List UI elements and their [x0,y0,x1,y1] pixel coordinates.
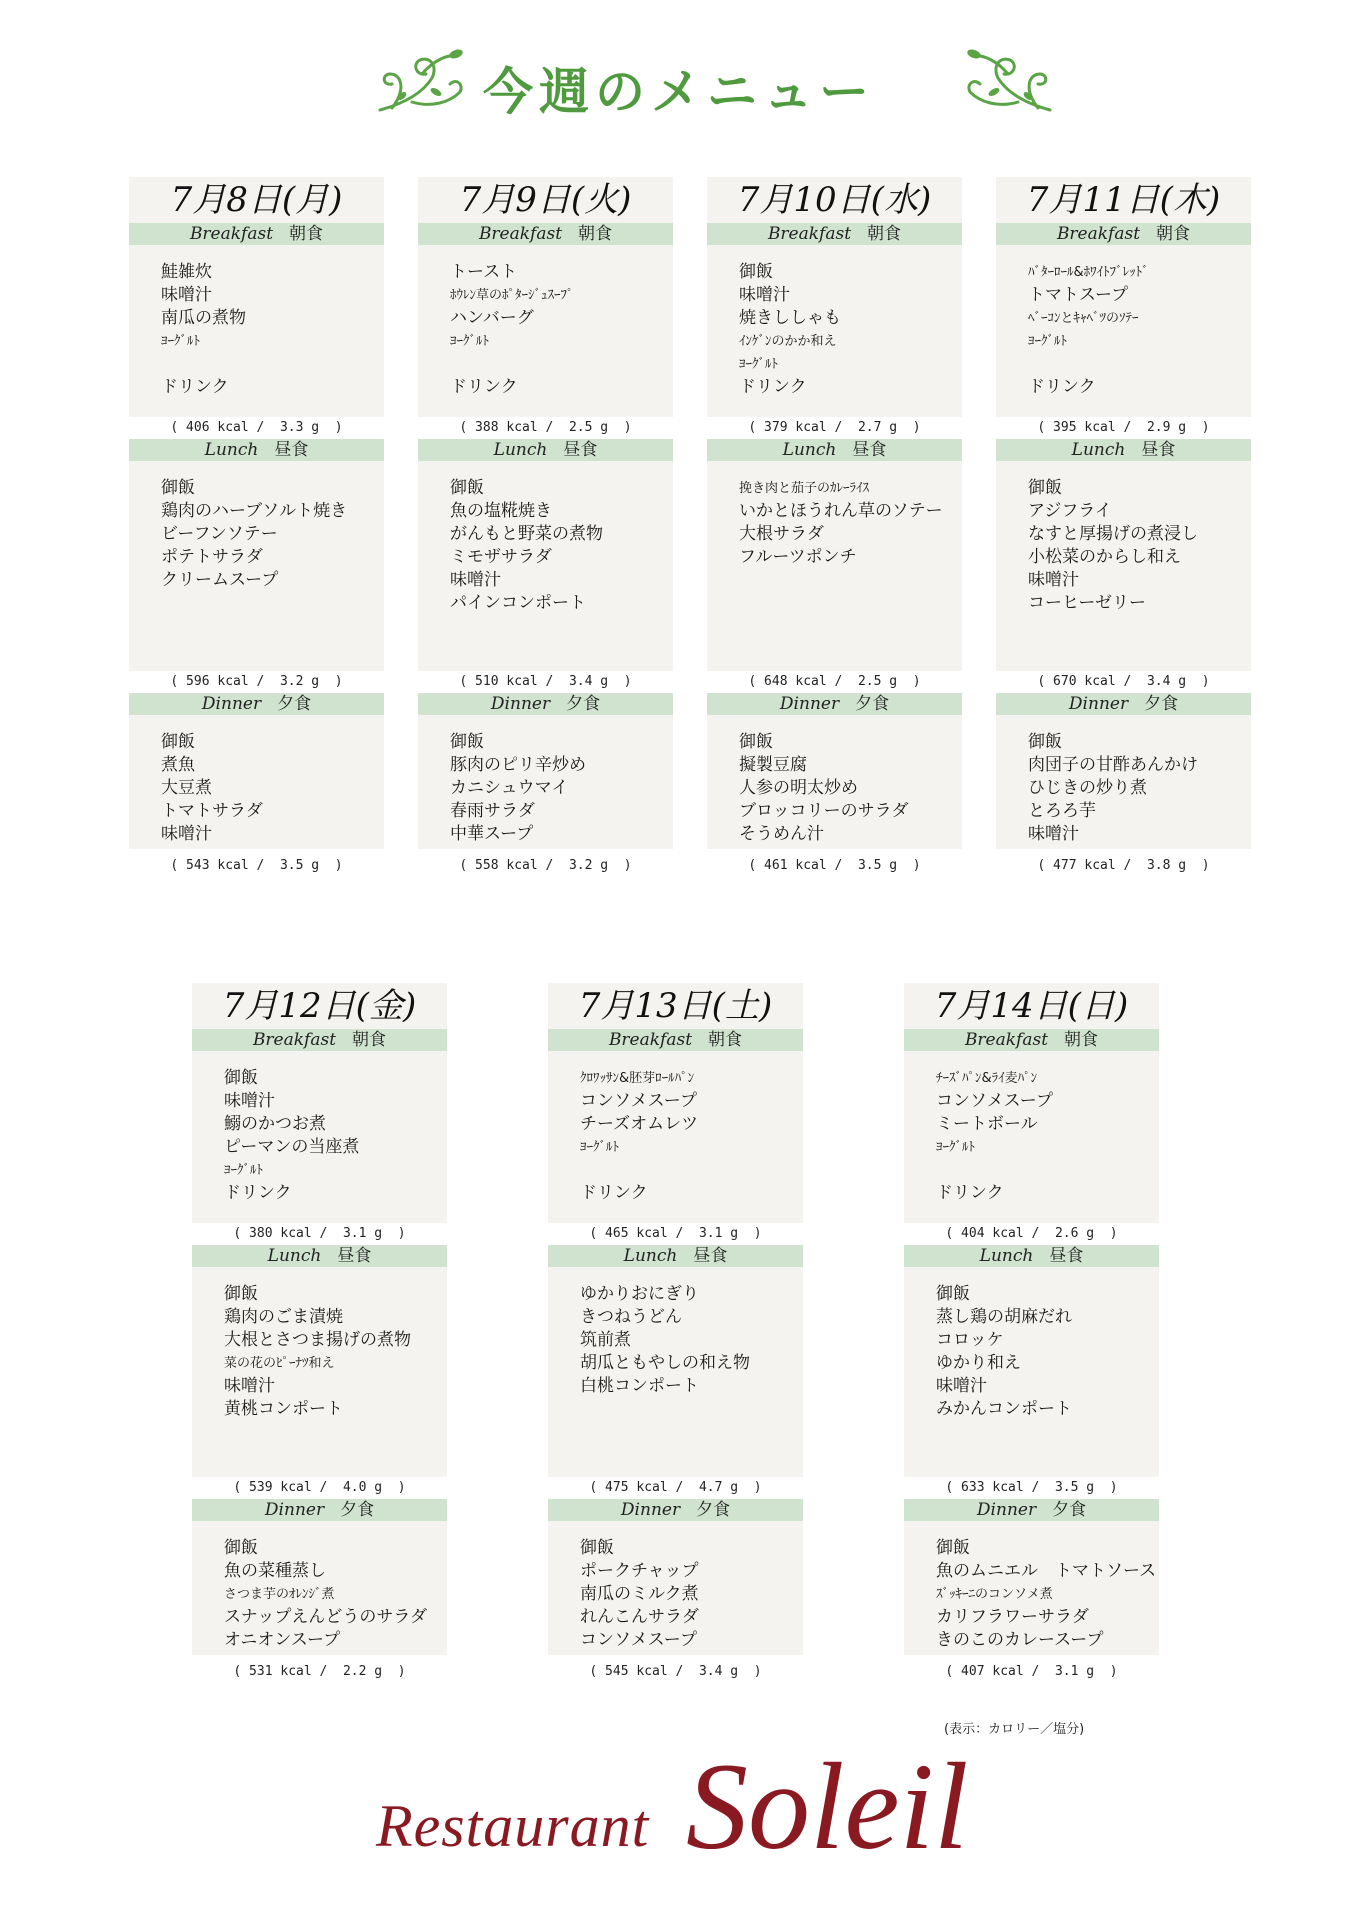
menu-item: 魚のムニエル トマトソース [936,1561,1157,1581]
dinner-label-jp: 夕食 [340,1500,375,1520]
breakfast-header [996,223,1251,245]
menu-item: 御飯 [161,478,195,498]
menu-item: みかんコンポート [936,1399,1072,1419]
menu-item: トマトサラダ [161,801,263,821]
menu-item: ビーフンソテー [161,524,278,544]
lunch-nutrition: ( 596 kcal / 3.2 g ) [170,674,343,689]
day-date: 7月12日(金) [192,983,447,1029]
dinner-items [548,1521,803,1655]
dinner-label-en: Dinner [201,694,262,714]
menu-item: ﾖｰｸﾞﾙﾄ [936,1140,975,1155]
lunch-label-en: Lunch [782,440,837,460]
menu-item: 大根サラダ [739,524,824,544]
menu-item: 黄桃コンポート [224,1399,343,1419]
breakfast-label-en: Breakfast [252,1030,337,1050]
day-date: 7月9日(火) [418,177,673,223]
logo-soleil-text: Soleil [686,1738,969,1875]
menu-item: オニオンスープ [224,1630,341,1650]
lunch-label-jp: 昼食 [852,440,887,460]
dinner-items [707,715,962,849]
menu-item: 大豆煮 [161,778,212,798]
menu-item: ﾖｰｸﾞﾙﾄ [224,1163,263,1178]
menu-item: 肉団子の甘酢あんかけ [1028,755,1198,775]
dinner-header [548,1499,803,1521]
menu-item: 御飯 [936,1538,970,1558]
lunch-label-jp: 昼食 [1141,440,1176,460]
dinner-header [904,1499,1159,1521]
breakfast-nutrition: ( 380 kcal / 3.1 g ) [233,1226,406,1241]
menu-item: スナップえんどうのサラダ [224,1607,428,1627]
dinner-label-en: Dinner [779,694,840,714]
dinner-label-en: Dinner [490,694,551,714]
lunch-label-jp: 昼食 [337,1246,372,1266]
menu-item: ﾖｰｸﾞﾙﾄ [450,334,489,349]
breakfast-items [996,245,1251,417]
lunch-items [192,1267,447,1477]
menu-item: 筑前煮 [580,1330,631,1350]
lunch-header [548,1245,803,1267]
dinner-label-en: Dinner [264,1500,325,1520]
breakfast-header [904,1029,1159,1051]
logo-restaurant-text: Restaurant [376,1793,650,1859]
menu-item: ゆかりおにぎり [580,1284,699,1304]
dinner-label-jp: 夕食 [1052,1500,1087,1520]
breakfast-label-en: Breakfast [478,224,563,244]
menu-item: 味噌汁 [1028,824,1079,844]
lunch-header [192,1245,447,1267]
menu-item: クリームスープ [161,570,279,590]
menu-item: 御飯 [450,478,484,498]
menu-item: トースト [450,262,518,282]
day-date: 7月10日(水) [707,177,962,223]
menu-item: 魚の塩糀焼き [450,501,552,521]
lunch-header [904,1245,1159,1267]
menu-item: 味噌汁 [161,824,212,844]
week-grid-bottom [192,983,1160,1689]
menu-item: 大根とさつま揚げの煮物 [224,1330,411,1350]
menu-item [580,1159,793,1182]
menu-item: フルーツポンチ [739,547,857,567]
menu-item: ﾎｳﾚﾝ草のﾎﾟﾀｰｼﾞｭｽｰﾌﾟ [450,288,574,303]
dinner-nutrition: ( 531 kcal / 2.2 g ) [192,1655,447,1689]
menu-item [1028,353,1241,376]
dinner-label-en: Dinner [976,1500,1037,1520]
menu-item: ブロッコリーのサラダ [739,801,909,821]
lunch-header [996,439,1251,461]
breakfast-items [904,1051,1159,1223]
menu-item: 胡瓜ともやしの和え物 [580,1353,750,1373]
dinner-label-jp: 夕食 [1144,694,1179,714]
lunch-label-jp: 昼食 [693,1246,728,1266]
menu-item: ピーマンの当座煮 [224,1137,360,1157]
menu-item: そうめん汁 [739,824,824,844]
menu-item: 御飯 [224,1068,258,1088]
menu-item: ﾖｰｸﾞﾙﾄ [161,334,200,349]
lunch-items [904,1267,1159,1477]
menu-item: とろろ芋 [1028,801,1096,821]
breakfast-items [548,1051,803,1223]
menu-item: ﾊﾞﾀｰﾛｰﾙ&ﾎﾜｲﾄﾌﾞﾚｯﾄﾞ [1028,265,1149,280]
menu-item: 魚の菜種蒸し [224,1561,326,1581]
dinner-header [192,1499,447,1521]
menu-item: 御飯 [739,262,773,282]
breakfast-header [707,223,962,245]
menu-item: カリフラワーサラダ [936,1607,1089,1627]
menu-item: 鶏肉のごま漬焼 [224,1307,343,1327]
day-card [996,177,1251,883]
menu-item: 味噌汁 [224,1091,275,1111]
lunch-label-jp: 昼食 [563,440,598,460]
breakfast-label-jp: 朝食 [352,1030,387,1050]
menu-item: 味噌汁 [224,1376,275,1396]
menu-item: 煮魚 [161,755,195,775]
menu-item: 挽き肉と茄子のｶﾚｰﾗｲｽ [739,481,870,496]
day-date: 7月8日(月) [129,177,384,223]
dinner-items [904,1521,1159,1655]
breakfast-label-jp: 朝食 [1156,224,1191,244]
menu-item: 擬製豆腐 [739,755,807,775]
menu-item: ﾖｰｸﾞﾙﾄ [580,1140,619,1155]
menu-item: 味噌汁 [450,570,501,590]
menu-item: ﾁｰｽﾞﾊﾟﾝ&ﾗｲ麦ﾊﾟﾝ [936,1071,1038,1086]
breakfast-nutrition: ( 379 kcal / 2.7 g ) [748,420,921,435]
dinner-nutrition: ( 558 kcal / 3.2 g ) [418,849,673,883]
dinner-nutrition: ( 461 kcal / 3.5 g ) [707,849,962,883]
breakfast-label-jp: 朝食 [708,1030,743,1050]
lunch-label-en: Lunch [493,440,548,460]
menu-item: 味噌汁 [936,1376,987,1396]
menu-item: ｸﾛﾜｯｻﾝ&胚芽ﾛｰﾙﾊﾟﾝ [580,1071,695,1086]
lunch-label-en: Lunch [979,1246,1034,1266]
menu-item: ﾍﾞｰｺﾝとｷｬﾍﾞﾂのｿﾃｰ [1028,311,1139,326]
menu-item [450,353,663,376]
breakfast-label-en: Breakfast [189,224,274,244]
menu-item [161,353,374,376]
menu-item: 菜の花のﾋﾟｰﾅﾂ和え [224,1356,335,1371]
breakfast-nutrition: ( 406 kcal / 3.3 g ) [170,420,343,435]
menu-item: 味噌汁 [1028,570,1079,590]
nutrition-legend-note: (表示：カロリー／塩分) [944,1722,1085,1737]
menu-item: コンソメスープ [936,1091,1053,1111]
day-card [548,983,803,1689]
breakfast-label-jp: 朝食 [1064,1030,1099,1050]
lunch-items [707,461,962,671]
day-card [904,983,1159,1689]
menu-item: 御飯 [450,732,484,752]
lunch-label-en: Lunch [267,1246,322,1266]
lunch-label-en: Lunch [204,440,259,460]
week-grid-top [129,177,1253,883]
breakfast-label-en: Breakfast [767,224,852,244]
dinner-nutrition: ( 543 kcal / 3.5 g ) [129,849,384,883]
menu-item: ﾖｰｸﾞﾙﾄ [739,357,778,372]
menu-item: 御飯 [1028,732,1062,752]
lunch-nutrition: ( 539 kcal / 4.0 g ) [233,1480,406,1495]
lunch-items [418,461,673,671]
menu-item: なすと厚揚げの煮浸し [1028,524,1198,544]
menu-item: 南瓜の煮物 [161,308,246,328]
lunch-items [996,461,1251,671]
breakfast-nutrition: ( 395 kcal / 2.9 g ) [1037,420,1210,435]
menu-item: 御飯 [936,1284,970,1304]
menu-item: ポークチャップ [580,1561,699,1581]
dinner-items [996,715,1251,849]
dinner-header [418,693,673,715]
menu-item: 味噌汁 [161,285,212,305]
lunch-nutrition: ( 648 kcal / 2.5 g ) [748,674,921,689]
breakfast-label-jp: 朝食 [578,224,613,244]
day-date: 7月14日(日) [904,983,1159,1029]
lunch-label-en: Lunch [623,1246,678,1266]
breakfast-header [129,223,384,245]
dinner-label-en: Dinner [620,1500,681,1520]
page-title: 今週のメニュー [483,63,875,121]
breakfast-items [418,245,673,417]
dinner-nutrition: ( 407 kcal / 3.1 g ) [904,1655,1159,1689]
breakfast-items [192,1051,447,1223]
dinner-label-jp: 夕食 [277,694,312,714]
menu-item: 鶏肉のハーブソルト焼き [161,501,348,521]
lunch-nutrition: ( 633 kcal / 3.5 g ) [945,1480,1118,1495]
breakfast-label-jp: 朝食 [867,224,902,244]
dinner-nutrition: ( 477 kcal / 3.8 g ) [996,849,1251,883]
menu-item: ドリンク [739,377,807,397]
menu-item: コーヒーゼリー [1028,593,1146,613]
lunch-label-jp: 昼食 [274,440,309,460]
breakfast-label-en: Breakfast [964,1030,1049,1050]
dinner-header [707,693,962,715]
lunch-items [548,1267,803,1477]
menu-item: 御飯 [161,732,195,752]
menu-item: がんもと野菜の煮物 [450,524,603,544]
lunch-header [707,439,962,461]
menu-item: ハンバーグ [450,308,534,328]
menu-item: 焼きししゃも [739,308,841,328]
menu-item: さつま芋のｵﾚﾝｼﾞ煮 [224,1587,335,1602]
menu-item: パインコンポート [450,593,586,613]
breakfast-nutrition: ( 404 kcal / 2.6 g ) [945,1226,1118,1241]
menu-item: ドリンク [580,1183,648,1203]
menu-item: ドリンク [1028,377,1096,397]
lunch-nutrition: ( 510 kcal / 3.4 g ) [459,674,632,689]
menu-item: トマトスープ [1028,285,1129,305]
menu-item [936,1159,1149,1182]
lunch-label-en: Lunch [1071,440,1126,460]
lunch-label-jp: 昼食 [1049,1246,1084,1266]
menu-item: ミートボール [936,1114,1038,1134]
menu-item: 御飯 [224,1538,258,1558]
dinner-items [129,715,384,849]
dinner-items [192,1521,447,1655]
menu-item: 鰯のかつお煮 [224,1114,326,1134]
dinner-header [129,693,384,715]
menu-item: 中華スープ [450,824,534,844]
menu-item: ドリンク [936,1183,1004,1203]
restaurant-logo [376,1740,1096,1880]
menu-item: チーズオムレツ [580,1114,699,1134]
dinner-label-jp: 夕食 [696,1500,731,1520]
breakfast-header [192,1029,447,1051]
menu-item: 蒸し鶏の胡麻だれ [936,1307,1072,1327]
menu-item: いかとほうれん草のソテー [739,501,943,521]
menu-item: きつねうどん [580,1307,682,1327]
dinner-label-jp: 夕食 [855,694,890,714]
menu-item: 春雨サラダ [450,801,535,821]
menu-item: ミモザサラダ [450,547,552,567]
dinner-label-en: Dinner [1068,694,1129,714]
menu-item: カニシュウマイ [450,778,569,798]
menu-item: 御飯 [224,1284,258,1304]
menu-item: ｲﾝｹﾞﾝのかか和え [739,334,837,349]
header [0,38,1358,128]
menu-item: コンソメスープ [580,1630,697,1650]
breakfast-nutrition: ( 388 kcal / 2.5 g ) [459,420,632,435]
menu-item: 味噌汁 [739,285,790,305]
menu-item: ドリンク [450,377,518,397]
lunch-nutrition: ( 475 kcal / 4.7 g ) [589,1480,762,1495]
breakfast-items [707,245,962,417]
lunch-nutrition: ( 670 kcal / 3.4 g ) [1037,674,1210,689]
menu-item: コロッケ [936,1330,1004,1350]
breakfast-nutrition: ( 465 kcal / 3.1 g ) [589,1226,762,1241]
breakfast-label-en: Breakfast [1056,224,1141,244]
menu-item: きのこのカレースープ [936,1630,1104,1650]
menu-item: 御飯 [739,732,773,752]
menu-item: ドリンク [224,1183,292,1203]
menu-item: 白桃コンポート [580,1376,699,1396]
breakfast-header [548,1029,803,1051]
menu-item: ドリンク [161,377,229,397]
day-date: 7月11日(木) [996,177,1251,223]
day-card [129,177,384,883]
day-card [192,983,447,1689]
dinner-header [996,693,1251,715]
lunch-header [129,439,384,461]
lunch-items [129,461,384,671]
lunch-header [418,439,673,461]
menu-item: ひじきの炒り煮 [1028,778,1147,798]
day-date: 7月13日(土) [548,983,803,1029]
dinner-items [418,715,673,849]
menu-item: コンソメスープ [580,1091,697,1111]
breakfast-header [418,223,673,245]
menu-item: 御飯 [1028,478,1062,498]
menu-item: 南瓜のミルク煮 [580,1584,699,1604]
menu-item: ゆかり和え [936,1353,1021,1373]
menu-item: れんこんサラダ [580,1607,699,1627]
breakfast-items [129,245,384,417]
menu-item: ポテトサラダ [161,547,263,567]
floral-ornament-icon [962,44,1058,124]
menu-item: 御飯 [580,1538,614,1558]
menu-item: ｽﾞｯｷｰﾆのコンソメ煮 [936,1587,1053,1602]
menu-item: アジフライ [1028,501,1112,521]
menu-item: 人参の明太炒め [739,778,858,798]
day-card [418,177,673,883]
breakfast-label-jp: 朝食 [289,224,324,244]
dinner-label-jp: 夕食 [566,694,601,714]
day-card [707,177,962,883]
menu-item: ﾖｰｸﾞﾙﾄ [1028,334,1067,349]
dinner-nutrition: ( 545 kcal / 3.4 g ) [548,1655,803,1689]
menu-item: 鮭雑炊 [161,262,212,282]
breakfast-label-en: Breakfast [608,1030,693,1050]
menu-item: 小松菜のからし和え [1028,547,1181,567]
menu-item: 豚肉のピリ辛炒め [450,755,586,775]
